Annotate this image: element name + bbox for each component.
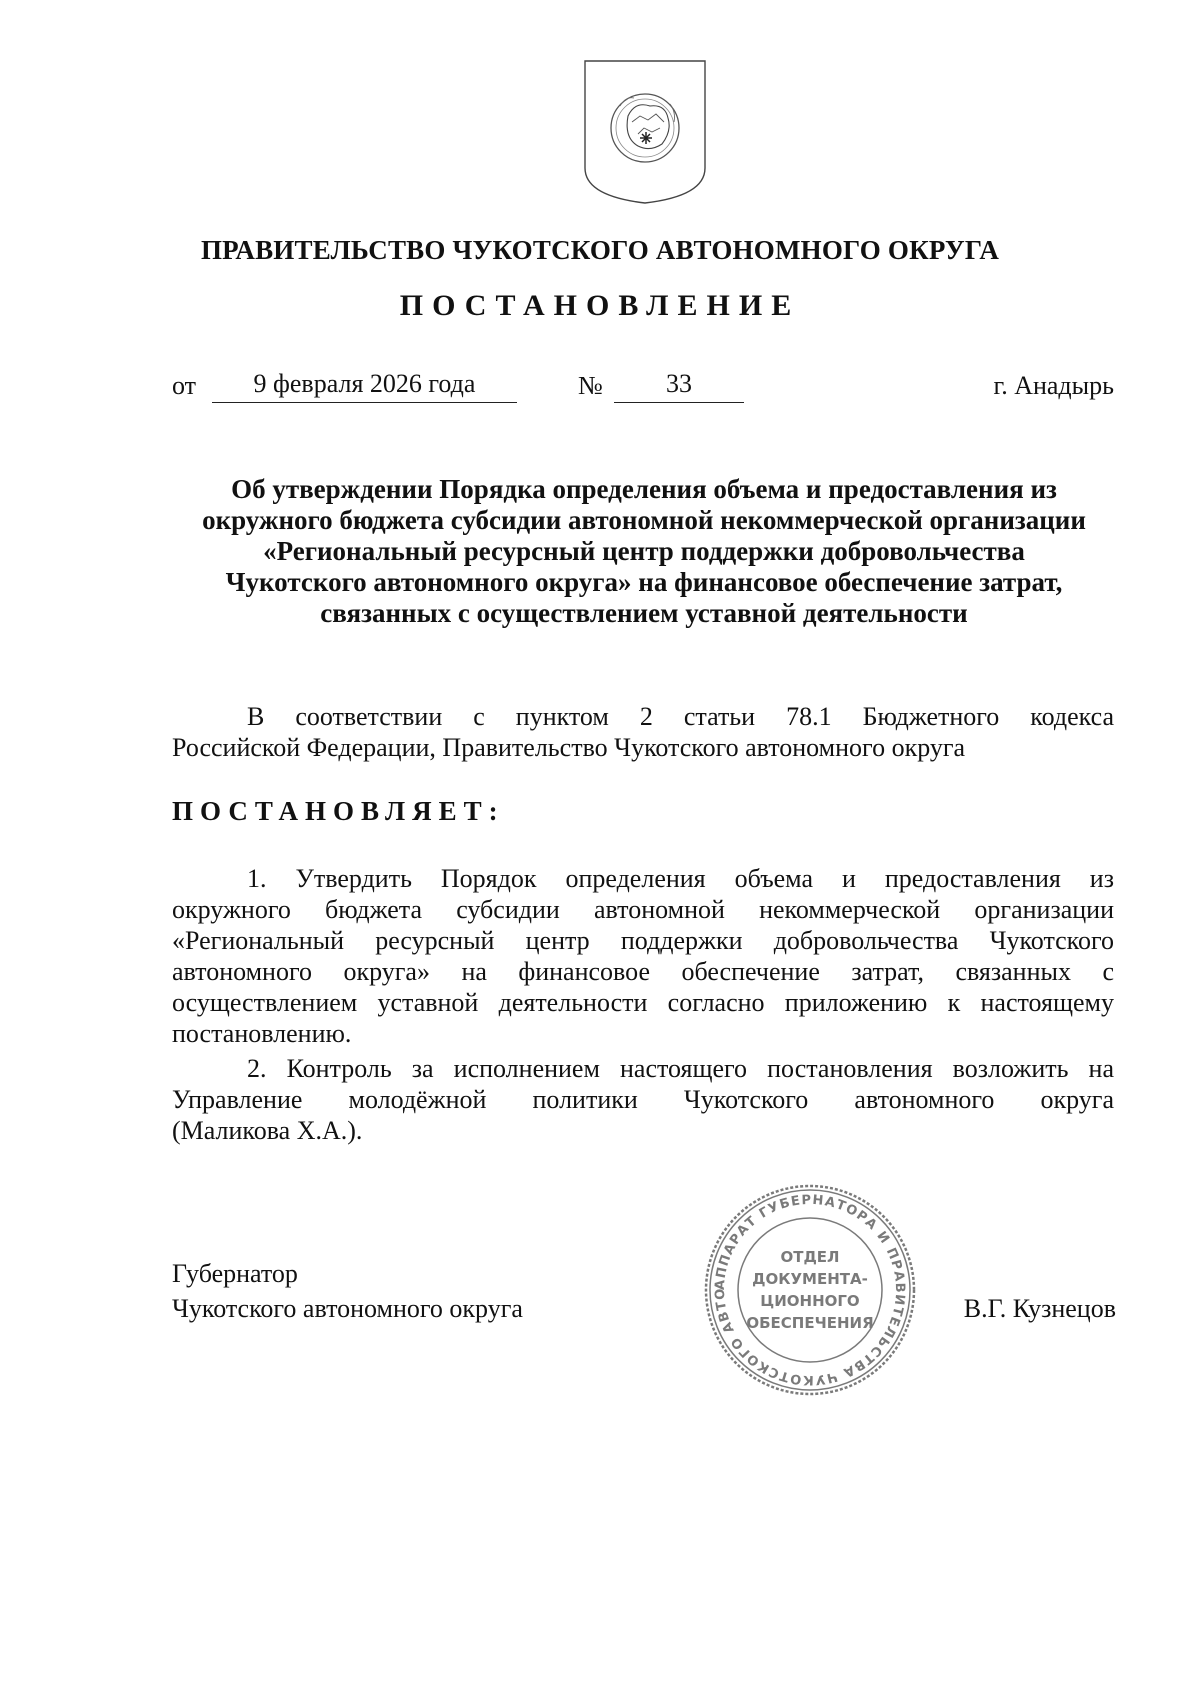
stamp-center-line: ДОКУМЕНТА- bbox=[752, 1270, 868, 1288]
document-subject bbox=[160, 474, 1128, 629]
stamp-ring-text: АППАРАТ ГУБЕРНАТОРА И ПРАВИТЕЛЬСТВА ЧУКОТСКОГО АВТО bbox=[712, 1192, 908, 1388]
date-prefix: от bbox=[172, 371, 197, 400]
item-line: постановлению. bbox=[172, 1019, 352, 1048]
signer-position bbox=[172, 1256, 523, 1326]
signer-name: В.Г. Кузнецов bbox=[963, 1294, 1116, 1323]
item-line: Управление молодёжной политики Чукотского автономного округа bbox=[172, 1085, 1114, 1114]
item-line: «Региональный ресурсный центр поддержки добровольчества Чукотского bbox=[172, 926, 1114, 955]
official-stamp bbox=[700, 1180, 920, 1400]
item-line: 1. Утвердить Порядок определения объема и предоставления из bbox=[247, 864, 1114, 893]
item-1-paragraph bbox=[172, 863, 1114, 1049]
government-title: ПРАВИТЕЛЬСТВО ЧУКОТСКОГО АВТОНОМНОГО ОКРУГА bbox=[200, 235, 1000, 265]
stamp-center-line: ОБЕСПЕЧЕНИЯ bbox=[746, 1314, 874, 1332]
document-number: 33 bbox=[614, 366, 744, 403]
stamp-center-line: ОТДЕЛ bbox=[780, 1248, 840, 1266]
document-city: г. Анадырь bbox=[993, 371, 1114, 400]
preamble-paragraph bbox=[172, 701, 1114, 763]
stamp-center-line: ЦИОННОГО bbox=[760, 1292, 860, 1310]
subject-line: Об утверждении Порядка определения объема и предоставления из bbox=[231, 474, 1057, 504]
subject-line: связанных с осуществлением уставной деятельности bbox=[320, 598, 968, 628]
signer-position-line: Губернатор bbox=[172, 1259, 298, 1288]
item-line: осуществлением уставной деятельности согласно приложению к настоящему bbox=[172, 988, 1114, 1017]
subject-line: Чукотского автономного округа» на финансовое обеспечение затрат, bbox=[225, 567, 1063, 597]
item-line: автономного округа» на финансовое обеспечение затрат, связанных с bbox=[172, 957, 1114, 986]
preamble-line: Российской Федерации, Правительство Чукотского автономного округа bbox=[172, 733, 966, 762]
document-date: 9 февраля 2026 года bbox=[212, 366, 517, 403]
item-2-paragraph bbox=[172, 1053, 1114, 1146]
item-line: (Маликова Х.А.). bbox=[172, 1116, 363, 1145]
preamble-line: В соответствии с пунктом 2 статьи 78.1 Бюджетного кодекса bbox=[247, 702, 1114, 731]
item-line: окружного бюджета субсидии автономной некоммерческой организации bbox=[172, 895, 1114, 924]
subject-line: окружного бюджета субсидии автономной некоммерческой организации bbox=[202, 505, 1086, 535]
number-prefix: № bbox=[578, 371, 603, 400]
coat-of-arms-icon bbox=[580, 56, 710, 206]
document-type: ПОСТАНОВЛЕНИЕ bbox=[399, 289, 801, 322]
document-meta bbox=[172, 366, 1114, 406]
resolves-heading: ПОСТАНОВЛЯЕТ: bbox=[172, 796, 505, 826]
subject-line: «Региональный ресурсный центр поддержки добровольчества bbox=[263, 536, 1025, 566]
signer-position-line: Чукотского автономного округа bbox=[172, 1294, 523, 1323]
item-line: 2. Контроль за исполнением настоящего постановления возложить на bbox=[247, 1054, 1114, 1083]
